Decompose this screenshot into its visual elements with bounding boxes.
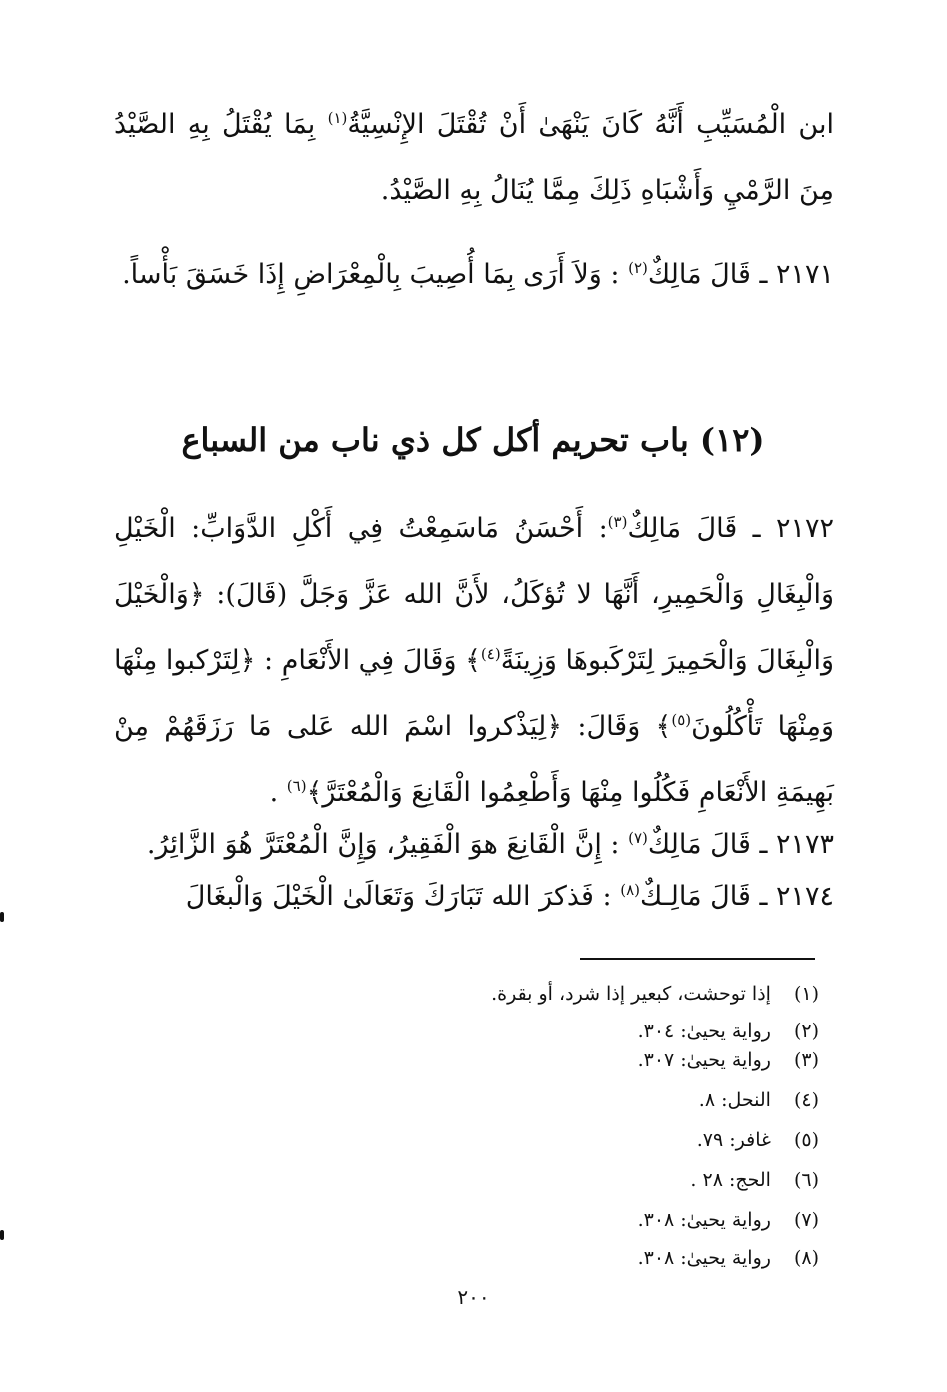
- footnote-ref-6[interactable]: (٦): [286, 777, 307, 795]
- paragraph-2172-text-a: : أَحْسَنُ مَاسَمِعْتُ فِي أَكْلِ الدَّوَابِّ: الْخَيْلِ وَالْبِغَالِ وَالْحَمِيرِ، أَنَّهَا لا تُؤكَلُ، لأَنَّ الله عَزَّ وَجَلَّ (قَالَ): ﴿وَالْخَيْلَ وَالْبِغَالَ وَالْحَمِيرَ لِتَرْكَبوهَا وَزِينَةً: [114, 513, 835, 676]
- paragraph-intro: [114, 92, 834, 224]
- paragraph-2172-text-c: ﴾ وَقَالَ: ﴿لِيَذْكروا اسْمَ الله عَلى مَا رَزَقَهُمْ مِنْ بَهِيمَةِ الأَنْعَامِ فَكُلُوا مِنْهَا وَأَطْعِمُوا الْقَانِعَ وَالْمُعْتَرَّ﴾: [114, 711, 834, 808]
- footnote-number: (٧): [793, 1209, 819, 1231]
- intro-continuation: بِمَا يُقْتَلُ بِهِ الصَّيْدُ مِنَ الرَّمْيِ وَأَشْبَاهِ ذَلِكَ مِمَّا يُنَالُ بِهِ الصَّيْدُ.: [114, 109, 834, 206]
- paragraph-2174-lead: ٢١٧٤ ـ قَالَ مَالِـكٌ: [639, 881, 834, 912]
- footnote-text: رواية يحيىٰ: ٣٠٨.: [637, 1247, 771, 1269]
- scan-edge-mark: [0, 1230, 4, 1240]
- scan-edge-mark: [0, 912, 4, 922]
- paragraph-2174-text: : فَذكرَ الله تَبَارَكَ وَتَعَالَىٰ الْخَيْلَ وَالْبغَالَ: [185, 881, 621, 912]
- footnote-ref-5[interactable]: (٥): [671, 711, 692, 729]
- footnote-text: غافر: ٧٩.: [696, 1129, 771, 1151]
- paragraph-2171-lead: ٢١٧١ ـ قَالَ مَالِكٌ: [647, 259, 834, 290]
- paragraph-2172-lead: ٢١٧٢ ـ قَالَ مَالِكٌ: [627, 513, 834, 544]
- footnote-text: إذا توحشت، كبعير إذا شرد، أو بقرة.: [491, 983, 771, 1005]
- footnote-text: النحل: ٨.: [698, 1089, 771, 1111]
- paragraph-2172-text-d: .: [269, 777, 287, 808]
- paragraph-2173-text: : إِنَّ الْقَانِعَ هوَ الْفَقِيرُ، وَإِنَّ الْمُعْتَرَّ هُوَ الزَّائِرُ.: [146, 829, 629, 860]
- footnote-5: [259, 1126, 819, 1154]
- footnote-3: [259, 1046, 819, 1074]
- footnote-1: [259, 980, 819, 1008]
- footnote-ref-1[interactable]: (١): [327, 109, 348, 127]
- chapter-title: (١٢) باب تحريم أكل كل ذي ناب من السباع: [181, 421, 765, 459]
- footnote-number: (٤): [793, 1089, 819, 1111]
- footnote-8: [259, 1244, 819, 1272]
- footnote-ref-3[interactable]: (٣): [607, 513, 628, 531]
- footnote-number: (٨): [793, 1247, 819, 1269]
- footnote-7: [259, 1206, 819, 1234]
- paragraph-2172: [114, 496, 834, 826]
- footnote-number: (١): [793, 983, 819, 1005]
- paragraph-2174: [114, 864, 834, 930]
- paragraph-2173-lead: ٢١٧٣ ـ قَالَ مَالِكٌ: [647, 829, 834, 860]
- footnote-6: [259, 1166, 819, 1194]
- footnote-2: [259, 1017, 819, 1045]
- footnote-divider: [580, 958, 815, 960]
- footnote-ref-8[interactable]: (٨): [620, 881, 640, 899]
- footnote-text: الحج: ٢٨ .: [690, 1169, 771, 1191]
- intro-text: ابن الْمُسَيِّبِ أَنَّهُ كَانَ يَنْهَىٰ أَنْ تُقْتَلَ الإِنْسِيَّةُ: [347, 109, 834, 140]
- footnote-4: [259, 1086, 819, 1114]
- footnote-ref-2[interactable]: (٢): [628, 259, 648, 277]
- footnote-ref-4[interactable]: (٤): [480, 645, 501, 663]
- footnote-number: (٣): [793, 1049, 819, 1071]
- footnote-text: رواية يحيىٰ: ٣٠٤.: [637, 1020, 771, 1042]
- footnote-ref-7[interactable]: (٧): [628, 829, 648, 847]
- footnote-text: رواية يحيىٰ: ٣٠٧.: [637, 1049, 771, 1071]
- footnote-number: (٦): [793, 1169, 819, 1191]
- paragraph-2171-text: : وَلاَ أَرَى بِمَا أُصِيبَ بِالْمِعْرَاضِ إِذَا خَسَقَ بَأْساً.: [122, 259, 629, 290]
- footnote-number: (٢): [793, 1020, 819, 1042]
- footnote-text: رواية يحيىٰ: ٣٠٨.: [637, 1209, 771, 1231]
- page-number: ٢٠٠: [457, 1285, 490, 1309]
- paragraph-2171: [114, 242, 834, 308]
- paragraph-2172-text-b: ﴾ وَقَالَ فِي الأَنْعَامِ : ﴿لِتَرْكبوا مِنْهَا وَمِنْهَا تَأْكُلُونَ: [114, 645, 834, 742]
- footnote-number: (٥): [793, 1129, 819, 1151]
